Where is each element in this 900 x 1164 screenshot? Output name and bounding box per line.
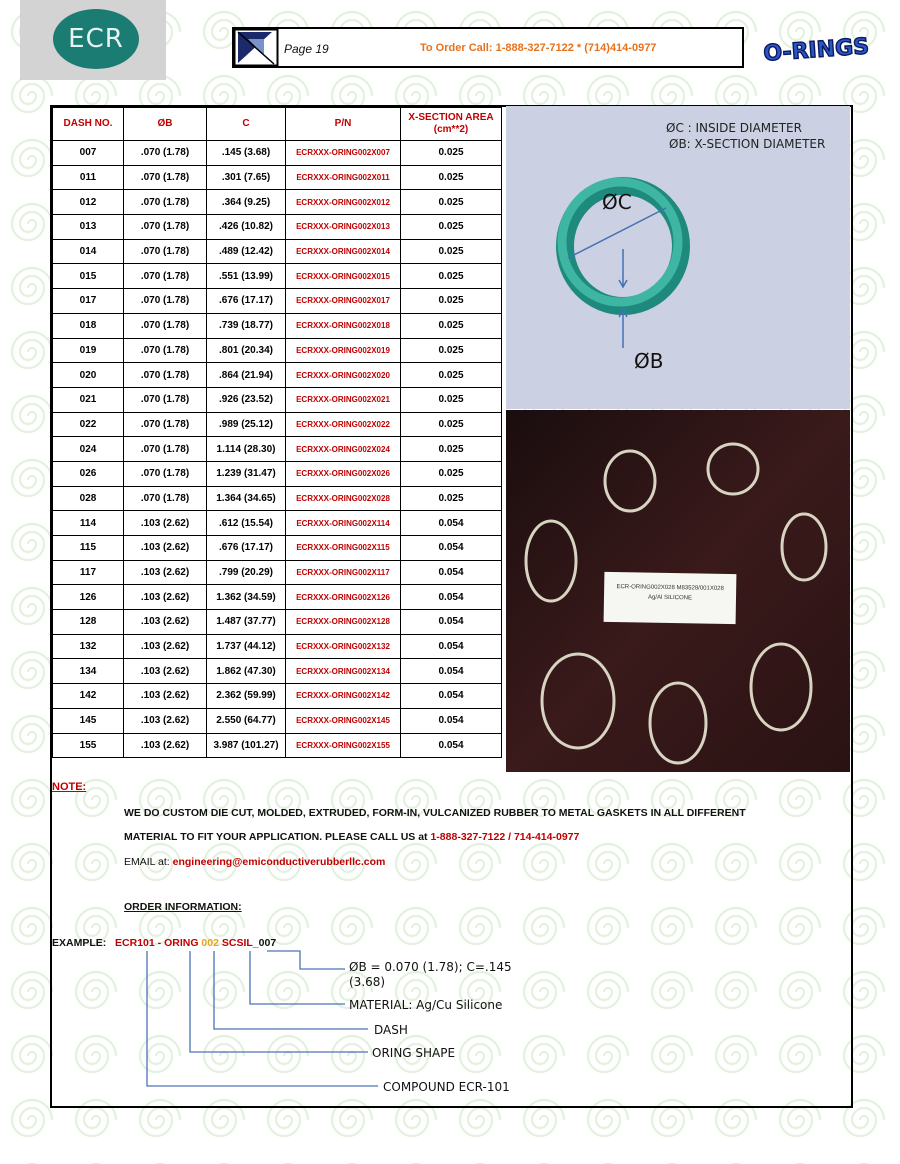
cell-dash-no: 155 (53, 733, 124, 758)
leader-compound (147, 951, 378, 1086)
cell-area: 0.025 (401, 338, 502, 363)
cell-dash-no: 134 (53, 659, 124, 684)
cell-b: .103 (2.62) (124, 659, 207, 684)
cell-pn: ECRXXX-ORING002X007 (286, 141, 401, 166)
cell-b: .070 (1.78) (124, 412, 207, 437)
cell-pn: ECRXXX-ORING002X022 (286, 412, 401, 437)
cell-dash-no: 024 (53, 437, 124, 462)
cell-c: .551 (13.99) (207, 264, 286, 289)
cell-pn: ECRXXX-ORING002X128 (286, 610, 401, 635)
cell-c: .864 (21.94) (207, 363, 286, 388)
part-compound: ECR101 (115, 937, 155, 949)
cell-area: 0.025 (401, 486, 502, 511)
leader-material (250, 951, 345, 1004)
cell-pn: ECRXXX-ORING002X018 (286, 313, 401, 338)
cell-c: .364 (9.25) (207, 190, 286, 215)
cell-area: 0.054 (401, 684, 502, 709)
cell-area: 0.054 (401, 585, 502, 610)
cell-area: 0.025 (401, 165, 502, 190)
cell-dash-no: 114 (53, 511, 124, 536)
header-c: C (207, 108, 286, 141)
cell-area: 0.054 (401, 511, 502, 536)
cell-area: 0.025 (401, 190, 502, 215)
cell-c: 3.987 (101.27) (207, 733, 286, 758)
cell-b: .070 (1.78) (124, 264, 207, 289)
cell-dash-no: 028 (53, 486, 124, 511)
header-pn: P/N (286, 108, 401, 141)
cell-b: .070 (1.78) (124, 338, 207, 363)
cell-c: 1.239 (31.47) (207, 461, 286, 486)
cell-dash-no: 018 (53, 313, 124, 338)
cell-dash-no: 026 (53, 461, 124, 486)
cell-area: 0.054 (401, 659, 502, 684)
cell-c: 1.737 (44.12) (207, 634, 286, 659)
part-shape: ORING (164, 937, 199, 949)
cell-area: 0.054 (401, 733, 502, 758)
cell-dash-no: 115 (53, 536, 124, 561)
o-rings-logo-text: O-RINGS (762, 34, 870, 67)
cell-c: 1.114 (28.30) (207, 437, 286, 462)
cell-area: 0.025 (401, 387, 502, 412)
cell-dash-no: 011 (53, 165, 124, 190)
cell-c: 1.364 (34.65) (207, 486, 286, 511)
cell-b: .103 (2.62) (124, 536, 207, 561)
cell-area: 0.025 (401, 239, 502, 264)
cell-area: 0.025 (401, 264, 502, 289)
leader-size (267, 951, 345, 969)
part-separator: - (154, 937, 165, 949)
cell-b: .070 (1.78) (124, 363, 207, 388)
cell-b: .103 (2.62) (124, 733, 207, 758)
cell-b: .103 (2.62) (124, 684, 207, 709)
cell-area: 0.025 (401, 141, 502, 166)
cell-area: 0.054 (401, 610, 502, 635)
callout-size-2: (3.68) (349, 975, 386, 989)
callout-compound: COMPOUND ECR-101 (383, 1080, 510, 1094)
cell-pn: ECRXXX-ORING002X132 (286, 634, 401, 659)
cell-pn: ECRXXX-ORING002X017 (286, 289, 401, 314)
label-c: ØC (602, 190, 632, 214)
cell-pn: ECRXXX-ORING002X011 (286, 165, 401, 190)
cell-b: .103 (2.62) (124, 634, 207, 659)
company-logo-text: ECR (53, 9, 139, 69)
callout-size-1: ØB = 0.070 (1.78); C=.145 (349, 960, 512, 974)
cell-b: .070 (1.78) (124, 486, 207, 511)
cell-c: .739 (18.77) (207, 313, 286, 338)
cell-pn: ECRXXX-ORING002X145 (286, 708, 401, 733)
cell-pn: ECRXXX-ORING002X013 (286, 215, 401, 240)
cell-c: .489 (12.42) (207, 239, 286, 264)
cell-c: .145 (3.68) (207, 141, 286, 166)
cell-c: 2.362 (59.99) (207, 684, 286, 709)
cell-pn: ECRXXX-ORING002X028 (286, 486, 401, 511)
cell-c: .426 (10.82) (207, 215, 286, 240)
cell-b: .070 (1.78) (124, 387, 207, 412)
note-line-2-text: MATERIAL TO FIT YOUR APPLICATION. PLEASE CALL US at (124, 831, 431, 843)
part-size: _007 (252, 937, 277, 949)
cell-c: .926 (23.52) (207, 387, 286, 412)
cell-area: 0.025 (401, 437, 502, 462)
cell-dash-no: 021 (53, 387, 124, 412)
cell-c: .676 (17.17) (207, 289, 286, 314)
callout-dash: DASH (374, 1023, 408, 1037)
cell-pn: ECRXXX-ORING002X115 (286, 536, 401, 561)
cell-pn: ECRXXX-ORING002X134 (286, 659, 401, 684)
cell-dash-no: 019 (53, 338, 124, 363)
cell-area: 0.054 (401, 708, 502, 733)
cell-pn: ECRXXX-ORING002X020 (286, 363, 401, 388)
leader-dash (214, 951, 368, 1029)
cell-b: .103 (2.62) (124, 560, 207, 585)
cell-c: .612 (15.54) (207, 511, 286, 536)
cell-dash-no: 014 (53, 239, 124, 264)
email-link[interactable]: engineering@emiconductiverubberllc.com (172, 856, 386, 868)
cell-b: .070 (1.78) (124, 141, 207, 166)
cell-area: 0.025 (401, 412, 502, 437)
cell-pn: ECRXXX-ORING002X117 (286, 560, 401, 585)
part-material: SCSIL (221, 937, 253, 949)
header-x-section-area: X-SECTION AREA (cm**2) (401, 108, 502, 141)
cell-b: .070 (1.78) (124, 313, 207, 338)
cell-pn: ECRXXX-ORING002X114 (286, 511, 401, 536)
cell-b: .070 (1.78) (124, 289, 207, 314)
cell-pn: ECRXXX-ORING002X021 (286, 387, 401, 412)
cell-pn: ECRXXX-ORING002X019 (286, 338, 401, 363)
cell-dash-no: 145 (53, 708, 124, 733)
cell-area: 0.025 (401, 289, 502, 314)
cell-dash-no: 020 (53, 363, 124, 388)
cell-dash-no: 022 (53, 412, 124, 437)
order-phone: To Order Call: 1-888-327-7122 * (714)414-0977 (420, 42, 657, 54)
cell-c: 1.362 (34.59) (207, 585, 286, 610)
cell-b: .070 (1.78) (124, 190, 207, 215)
cell-dash-no: 126 (53, 585, 124, 610)
cell-pn: ECRXXX-ORING002X015 (286, 264, 401, 289)
cell-b: .070 (1.78) (124, 437, 207, 462)
cell-pn: ECRXXX-ORING002X012 (286, 190, 401, 215)
cell-c: .676 (17.17) (207, 536, 286, 561)
callout-material: MATERIAL: Ag/Cu Silicone (349, 998, 503, 1012)
cell-b: .070 (1.78) (124, 461, 207, 486)
cell-pn: ECRXXX-ORING002X024 (286, 437, 401, 462)
legend-inside-diameter: ØC : INSIDE DIAMETER (666, 121, 802, 135)
cell-pn: ECRXXX-ORING002X142 (286, 684, 401, 709)
email-prefix: EMAIL at: (124, 856, 173, 868)
cell-c: 2.550 (64.77) (207, 708, 286, 733)
page-number: Page 19 (284, 42, 329, 56)
cell-area: 0.025 (401, 215, 502, 240)
cell-c: .799 (20.29) (207, 560, 286, 585)
cell-dash-no: 117 (53, 560, 124, 585)
order-info-heading: ORDER INFORMATION: (124, 901, 242, 913)
cell-dash-no: 007 (53, 141, 124, 166)
example-label: EXAMPLE: (52, 937, 107, 949)
leader-shape (190, 951, 368, 1052)
cell-area: 0.025 (401, 313, 502, 338)
cell-pn: ECRXXX-ORING002X014 (286, 239, 401, 264)
cell-area: 0.054 (401, 634, 502, 659)
sample-label-line2: Ag/Al SILICONE (647, 594, 693, 602)
cell-c: .989 (25.12) (207, 412, 286, 437)
cell-b: .103 (2.62) (124, 708, 207, 733)
sample-label-line1: ECR-ORING002X028 M83528/001X028 (616, 584, 724, 592)
header-b: ØB (124, 108, 207, 141)
label-b: ØB (634, 349, 664, 373)
cell-b: .103 (2.62) (124, 585, 207, 610)
cell-c: .801 (20.34) (207, 338, 286, 363)
cell-pn: ECRXXX-ORING002X155 (286, 733, 401, 758)
cell-area: 0.054 (401, 536, 502, 561)
note-line-1: WE DO CUSTOM DIE CUT, MOLDED, EXTRUDED, FORM-IN, VULCANIZED RUBBER TO METAL GASKETS IN ALL DIFFERENT (124, 807, 746, 819)
cell-area: 0.025 (401, 461, 502, 486)
cell-dash-no: 015 (53, 264, 124, 289)
cell-area: 0.025 (401, 363, 502, 388)
cell-c: .301 (7.65) (207, 165, 286, 190)
header-dash-no: DASH NO. (53, 108, 124, 141)
cell-b: .103 (2.62) (124, 511, 207, 536)
note-phone: 1-888-327-7122 / 714-414-0977 (430, 831, 580, 843)
cell-area: 0.054 (401, 560, 502, 585)
cell-b: .103 (2.62) (124, 610, 207, 635)
callout-shape: ORING SHAPE (372, 1046, 456, 1060)
legend-cross-section: ØB: X-SECTION DIAMETER (669, 137, 826, 151)
cell-dash-no: 012 (53, 190, 124, 215)
cell-dash-no: 142 (53, 684, 124, 709)
cell-b: .070 (1.78) (124, 165, 207, 190)
cell-dash-no: 128 (53, 610, 124, 635)
cell-c: 1.487 (37.77) (207, 610, 286, 635)
note-label: NOTE: (52, 781, 87, 793)
cell-pn: ECRXXX-ORING002X126 (286, 585, 401, 610)
cell-pn: ECRXXX-ORING002X026 (286, 461, 401, 486)
cell-dash-no: 017 (53, 289, 124, 314)
cell-dash-no: 013 (53, 215, 124, 240)
cell-dash-no: 132 (53, 634, 124, 659)
cell-b: .070 (1.78) (124, 239, 207, 264)
cell-c: 1.862 (47.30) (207, 659, 286, 684)
cell-b: .070 (1.78) (124, 215, 207, 240)
part-dash: 002 (201, 937, 219, 949)
